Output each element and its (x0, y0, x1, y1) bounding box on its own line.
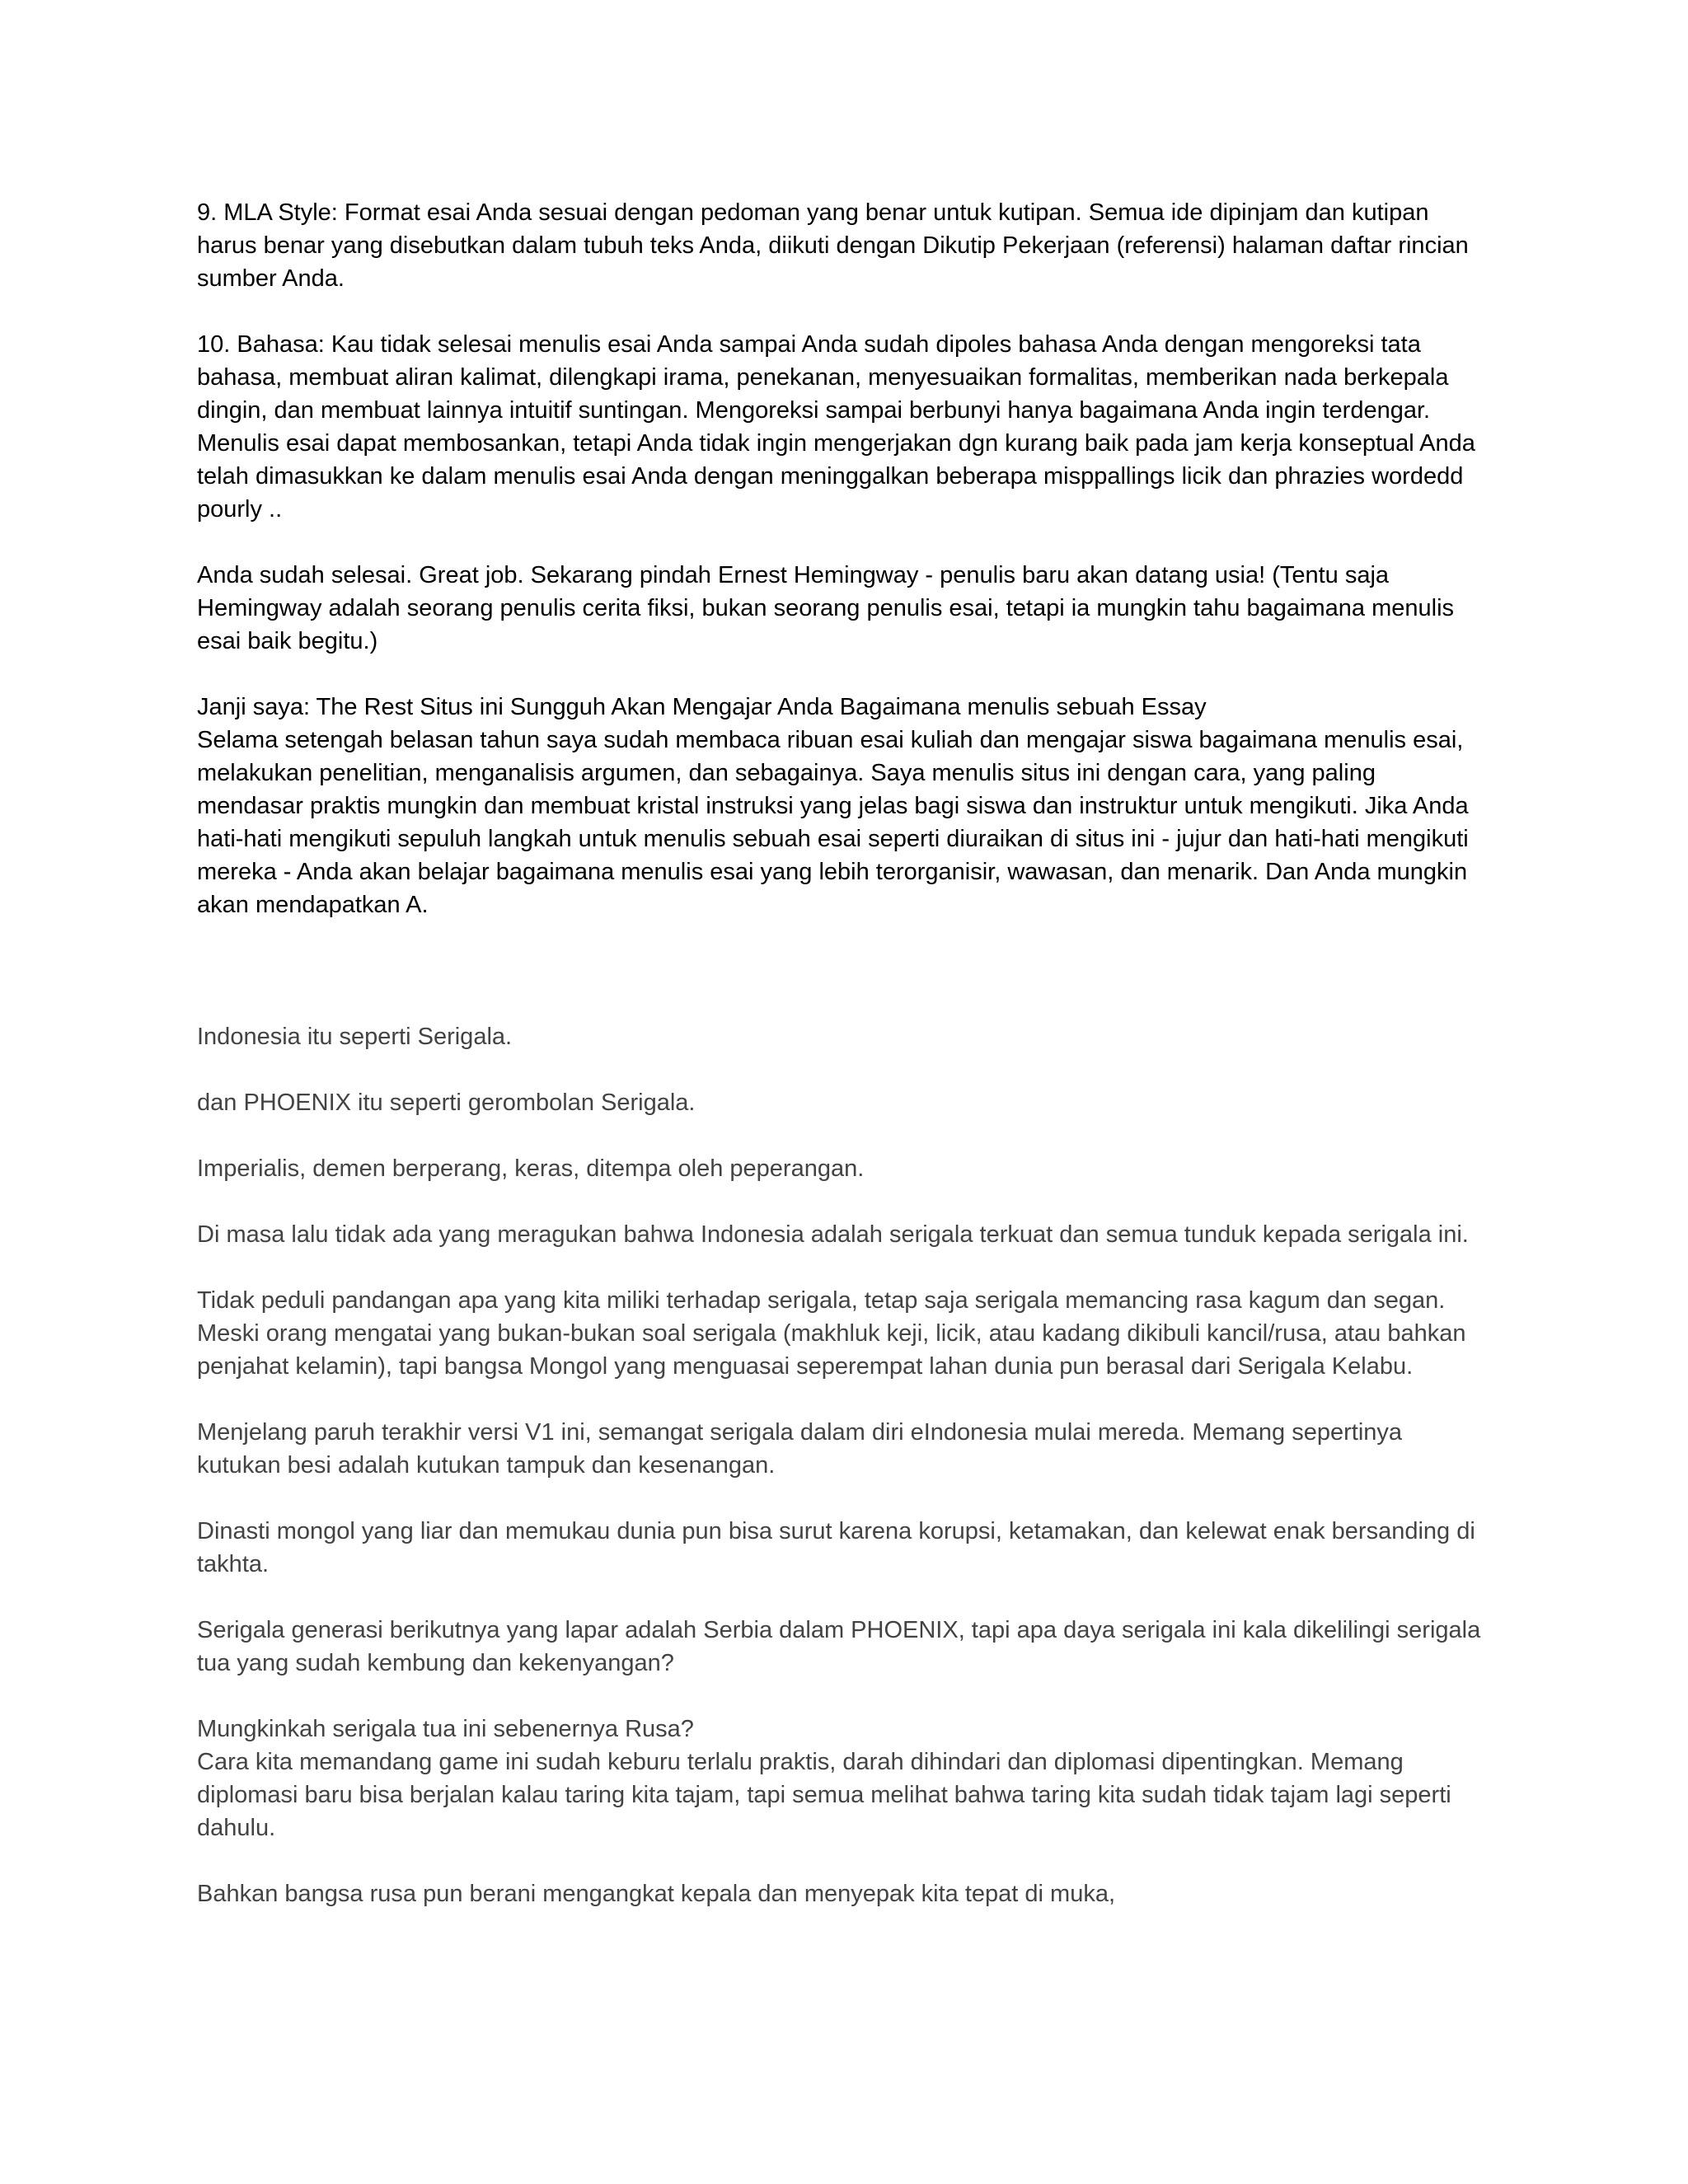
document-body (197, 196, 1483, 1943)
paragraph-bahasa: 10. Bahasa: Kau tidak selesai menulis esai Anda sampai Anda sudah dipoles bahasa Anda dengan mengoreksi tata bahasa, membuat aliran kalimat, dilengkapi irama, penekanan, menyesuaikan formalitas, memberikan nada berkepala dingin, dan membuat lainnya intuitif suntingan. Mengoreksi sampai berbunyi hanya bagaimana Anda ingin terdengar. Menulis esai dapat membosankan, tetapi Anda tidak ingin mengerjakan dgn kurang baik pada jam kerja konseptual Anda telah dimasukkan ke dalam menulis esai Anda dengan meninggalkan beberapa misppallings licik dan phrazies wordedd pourly .. (197, 331, 1475, 523)
serigala-section (197, 1020, 1483, 1910)
paragraph-serigala-2: dan PHOENIX itu seperti gerombolan Serigala. (197, 1090, 696, 1116)
rusa-question-line: Mungkinkah serigala tua ini sebenernya Rusa? (197, 1716, 694, 1742)
paragraph-mla-style: 9. MLA Style: Format esai Anda sesuai dengan pedoman yang benar untuk kutipan. Semua ide dipinjam dan kutipan harus benar yang disebutkan dalam tubuh teks Anda, diikuti dengan Dikutip Pekerjaan (referensi) halaman daftar rincian sumber Anda. (197, 199, 1469, 292)
paragraph-serigala-9 (197, 1713, 1483, 1844)
janji-body-line: Selama setengah belasan tahun saya sudah membaca ribuan esai kuliah dan mengajar siswa bagaimana menulis esai, melakukan penelitian, menganalisis argumen, dan sebagainya. Saya menulis situs ini dengan cara, yang paling mendasar praktis mungkin dan membuat kristal instruksi yang jelas bagi siswa dan instruktur untuk mengikuti. Jika Anda hati-hati mengikuti sepuluh langkah untuk menulis sebuah esai seperti diuraikan di situs ini - jujur dan hati-hati mengikuti mereka - Anda akan belajar bagaimana menulis esai yang lebih terorganisir, wawasan, dan menarik. Dan Anda mungkin akan mendapatkan A. (197, 727, 1469, 918)
paragraph-serigala-10: Bahkan bangsa rusa pun berani mengangkat kepala dan menyepak kita tepat di muka, (197, 1881, 1116, 1907)
paragraph-selesai: Anda sudah selesai. Great job. Sekarang pindah Ernest Hemingway - penulis baru akan datang usia! (Tentu saja Hemingway adalah seorang penulis cerita fiksi, bukan seorang penulis esai, tetapi ia mungkin tahu bagaimana menulis esai baik begitu.) (197, 562, 1455, 654)
paragraph-serigala-3: Imperialis, demen berperang, keras, ditempa oleh peperangan. (197, 1155, 865, 1182)
paragraph-serigala-7: Dinasti mongol yang liar dan memukau dunia pun bisa surut karena korupsi, ketamakan, dan kelewat enak bersanding di takhta. (197, 1518, 1475, 1577)
paragraph-serigala-5: Tidak peduli pandangan apa yang kita miliki terhadap serigala, tetap saja serigala memancing rasa kagum dan segan. Meski orang mengatai yang bukan-bukan soal serigala (makhluk keji, licik, atau kadang dikibuli kancil/rusa, atau bahkan penjahat kelamin), tapi bangsa Mongol yang menguasai seperempat lahan dunia pun berasal dari Serigala Kelabu. (197, 1287, 1466, 1380)
paragraph-serigala-8: Serigala generasi berikutnya yang lapar adalah Serbia dalam PHOENIX, tapi apa daya serigala ini kala dikelilingi serigala tua yang sudah kembung dan kekenyangan? (197, 1617, 1481, 1676)
essay-guide-section (197, 196, 1483, 921)
paragraph-serigala-1: Indonesia itu seperti Serigala. (197, 1024, 513, 1050)
rusa-body-line: Cara kita memandang game ini sudah keburu terlalu praktis, darah dihindari dan diplomasi dipentingkan. Memang diplomasi baru bisa berjalan kalau taring kita tajam, tapi semua melihat bahwa taring kita sudah tidak tajam lagi seperti dahulu. (197, 1749, 1451, 1841)
paragraph-serigala-6: Menjelang paruh terakhir versi V1 ini, semangat serigala dalam diri eIndonesia mulai mereda. Memang sepertinya kutukan besi adalah kutukan tampuk dan kesenangan. (197, 1419, 1403, 1479)
paragraph-janji-saya (197, 691, 1483, 921)
janji-heading-line: Janji saya: The Rest Situs ini Sungguh Akan Mengajar Anda Bagaimana menulis sebuah Essay (197, 694, 1207, 720)
paragraph-serigala-4: Di masa lalu tidak ada yang meragukan bahwa Indonesia adalah serigala terkuat dan semua tunduk kepada serigala ini. (197, 1221, 1469, 1248)
